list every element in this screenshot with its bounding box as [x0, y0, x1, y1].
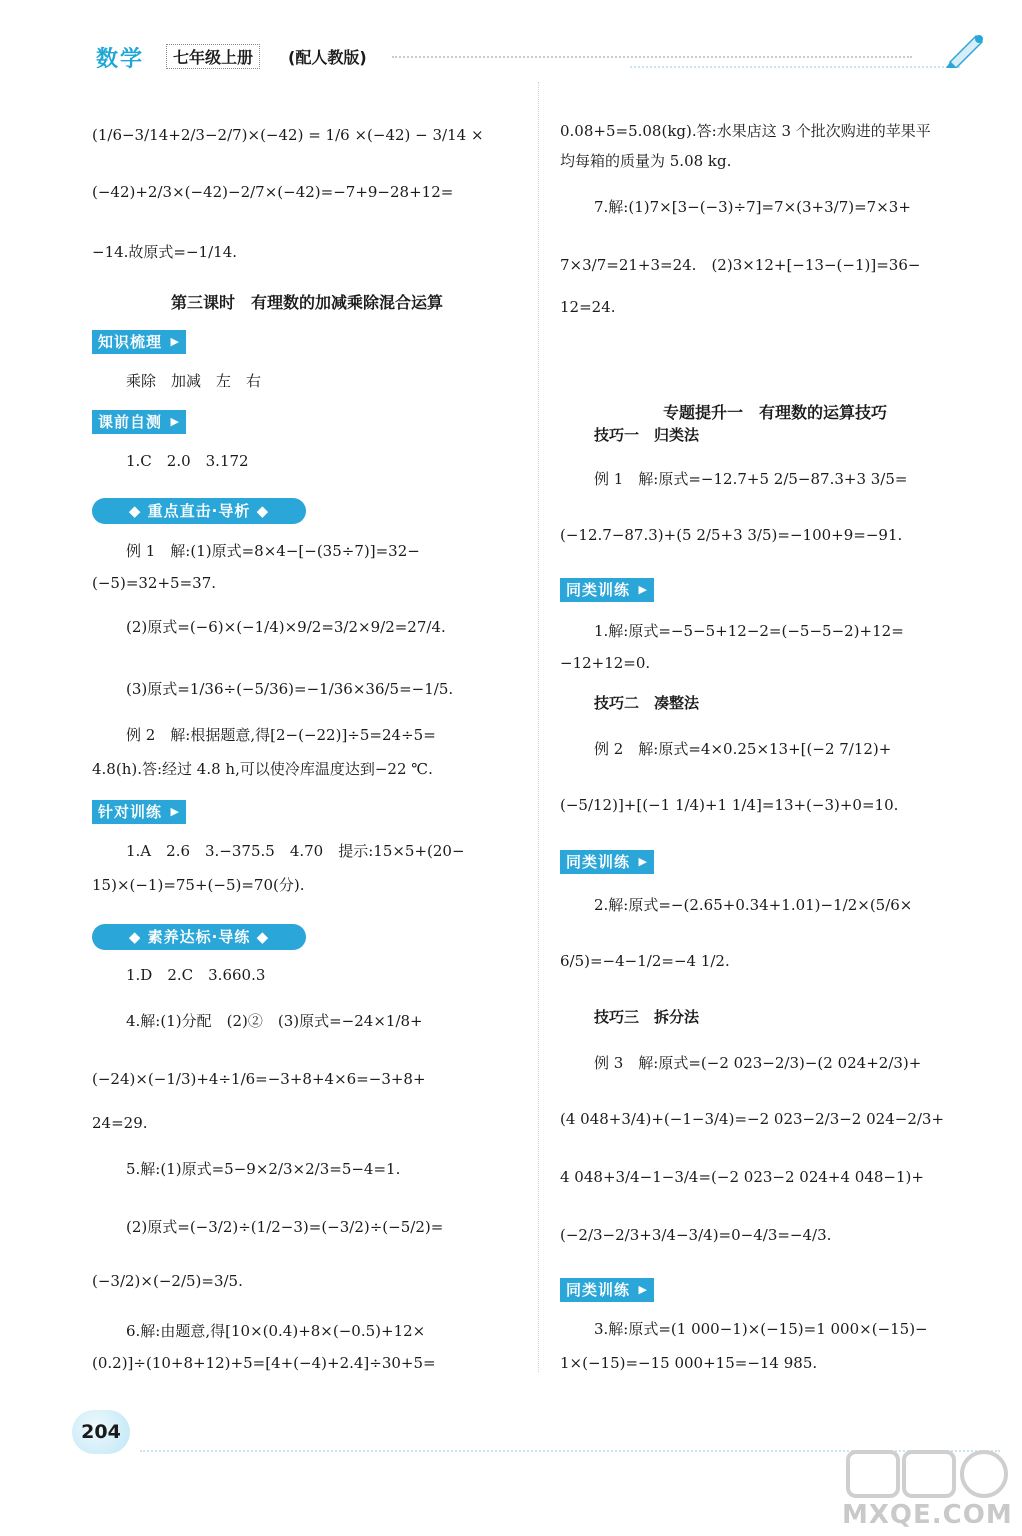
section-banner: ◆ 素养达标·导练 ◆	[92, 924, 306, 950]
answer-line: 1.C 2.0 3.172	[126, 452, 249, 470]
answer-line: 4 048+3/4−1−3/4=(−2 023−2 024+4 048−1)+	[560, 1168, 924, 1186]
answer-line: 例 1 解:(1)原式=8×4−[−(35÷7)]=32−	[126, 542, 420, 560]
answer-line: 24=29.	[92, 1114, 148, 1132]
answer-line: 均每箱的质量为 5.08 kg.	[560, 152, 732, 170]
answer-line: −12+12=0.	[560, 654, 651, 672]
page-number: 204	[72, 1410, 130, 1454]
answer-line: 6/5)=−4−1/2=−4 1/2.	[560, 952, 730, 970]
answer-line: 例 3 解:原式=(−2 023−2/3)−(2 024+2/3)+	[594, 1054, 922, 1072]
answer-line: 0.08+5=5.08(kg).答:水果店这 3 个批次购进的苹果平	[560, 122, 931, 140]
section-tag: 针对训练 ▶	[92, 800, 186, 824]
section-title: 专题提升一 有理数的运算技巧	[662, 403, 887, 422]
answer-line: 1.D 2.C 3.660.3	[126, 966, 266, 984]
subject-label: 数学	[96, 47, 145, 72]
subsection-heading: 技巧二 凑整法	[594, 694, 700, 712]
section-title: 第三课时 有理数的加减乘除混合运算	[170, 293, 443, 312]
section-tag: 课前自测 ▶	[92, 410, 186, 434]
answer-line: 5.解:(1)原式=5−9×2/3×2/3=5−4=1.	[126, 1160, 401, 1178]
answer-line: 例 2 解:根据题意,得[2−(−22)]÷5=24÷5=	[126, 726, 436, 744]
answer-line: (2)原式=(−6)×(−1/4)×9/2=3/2×9/2=27/4.	[126, 618, 446, 636]
edition-label: (配人教版)	[288, 48, 367, 67]
answer-line: 4.解:(1)分配 (2)② (3)原式=−24×1/8+	[126, 1012, 423, 1030]
answer-line: (−2/3−2/3+3/4−3/4)=0−4/3=−4/3.	[560, 1226, 832, 1244]
section-banner: ◆ 重点直击·导析 ◆	[92, 498, 306, 524]
section-tag: 同类训练 ▶	[560, 578, 654, 602]
answer-line: 4.8(h).答:经过 4.8 h,可以使冷库温度达到−22 ℃.	[92, 760, 433, 778]
answer-line: 7×3/7=21+3=24. (2)3×12+[−13−(−1)]=36−	[560, 256, 921, 274]
answer-line: (0.2)]÷(10+8+12)+5=[4+(−4)+2.4]÷30+5=	[92, 1354, 436, 1372]
answer-line: (−5)=32+5=37.	[92, 574, 217, 592]
section-tag: 同类训练 ▶	[560, 1278, 654, 1302]
answer-line: (4 048+3/4)+(−1−3/4)=−2 023−2/3−2 024−2/3+	[560, 1110, 945, 1128]
answer-line: 7.解:(1)7×[3−(−3)÷7]=7×(3+3/7)=7×3+	[594, 198, 911, 216]
answer-line: (−42)+2/3×(−42)−2/7×(−42)=−7+9−28+12=	[92, 183, 454, 201]
answer-line: 1×(−15)=−15 000+15=−14 985.	[560, 1354, 818, 1372]
answer-line: 1.解:原式=−5−5+12−2=(−5−5−2)+12=	[594, 622, 904, 640]
pen-icon	[942, 28, 986, 68]
answer-line: 2.解:原式=−(2.65+0.34+1.01)−1/2×(5/6×	[594, 896, 913, 914]
answer-line: (−3/2)×(−2/5)=3/5.	[92, 1272, 243, 1290]
header-divider-accent	[630, 66, 960, 68]
answer-line: 例 2 解:原式=4×0.25×13+[(−2 7/12)+	[594, 740, 892, 758]
answer-line: 1.A 2.6 3.−375.5 4.70 提示:15×5+(20−	[126, 842, 465, 860]
answer-line: (2)原式=(−3/2)÷(1/2−3)=(−3/2)÷(−5/2)=	[126, 1218, 444, 1236]
section-tag: 知识梳理 ▶	[92, 330, 186, 354]
answer-line: (−24)×(−1/3)+4÷1/6=−3+8+4×6=−3+8+	[92, 1070, 426, 1088]
section-tag: 同类训练 ▶	[560, 850, 654, 874]
grade-label: 七年级上册	[166, 44, 260, 69]
answer-line: 例 1 解:原式=−12.7+5 2/5−87.3+3 3/5=	[594, 470, 908, 488]
watermark-text: MXQE.COM	[842, 1500, 1013, 1530]
answer-line: −14.故原式=−1/14.	[92, 243, 238, 261]
header-divider	[392, 56, 912, 58]
answer-line: 6.解:由题意,得[10×(0.4)+8×(−0.5)+12×	[126, 1322, 426, 1340]
answer-line: 3.解:原式=(1 000−1)×(−15)=1 000×(−15)−	[594, 1320, 928, 1338]
answer-line: 乘除 加减 左 右	[126, 372, 262, 390]
answer-line: (−5/12)]+[(−1 1/4)+1 1/4]=13+(−3)+0=10.	[560, 796, 899, 814]
answer-line: (3)原式=1/36÷(−5/36)=−1/36×36/5=−1/5.	[126, 680, 454, 698]
column-divider	[538, 82, 539, 1372]
answer-line: (−12.7−87.3)+(5 2/5+3 3/5)=−100+9=−91.	[560, 526, 903, 544]
answer-line: (1/6−3/14+2/3−2/7)×(−42) = 1/6 ×(−42) − 3/14 ×	[92, 126, 484, 144]
subsection-heading: 技巧三 拆分法	[594, 1008, 700, 1026]
answer-line: 12=24.	[560, 298, 616, 316]
subsection-heading: 技巧一 归类法	[594, 426, 700, 444]
answer-line: 15)×(−1)=75+(−5)=70(分).	[92, 876, 305, 894]
